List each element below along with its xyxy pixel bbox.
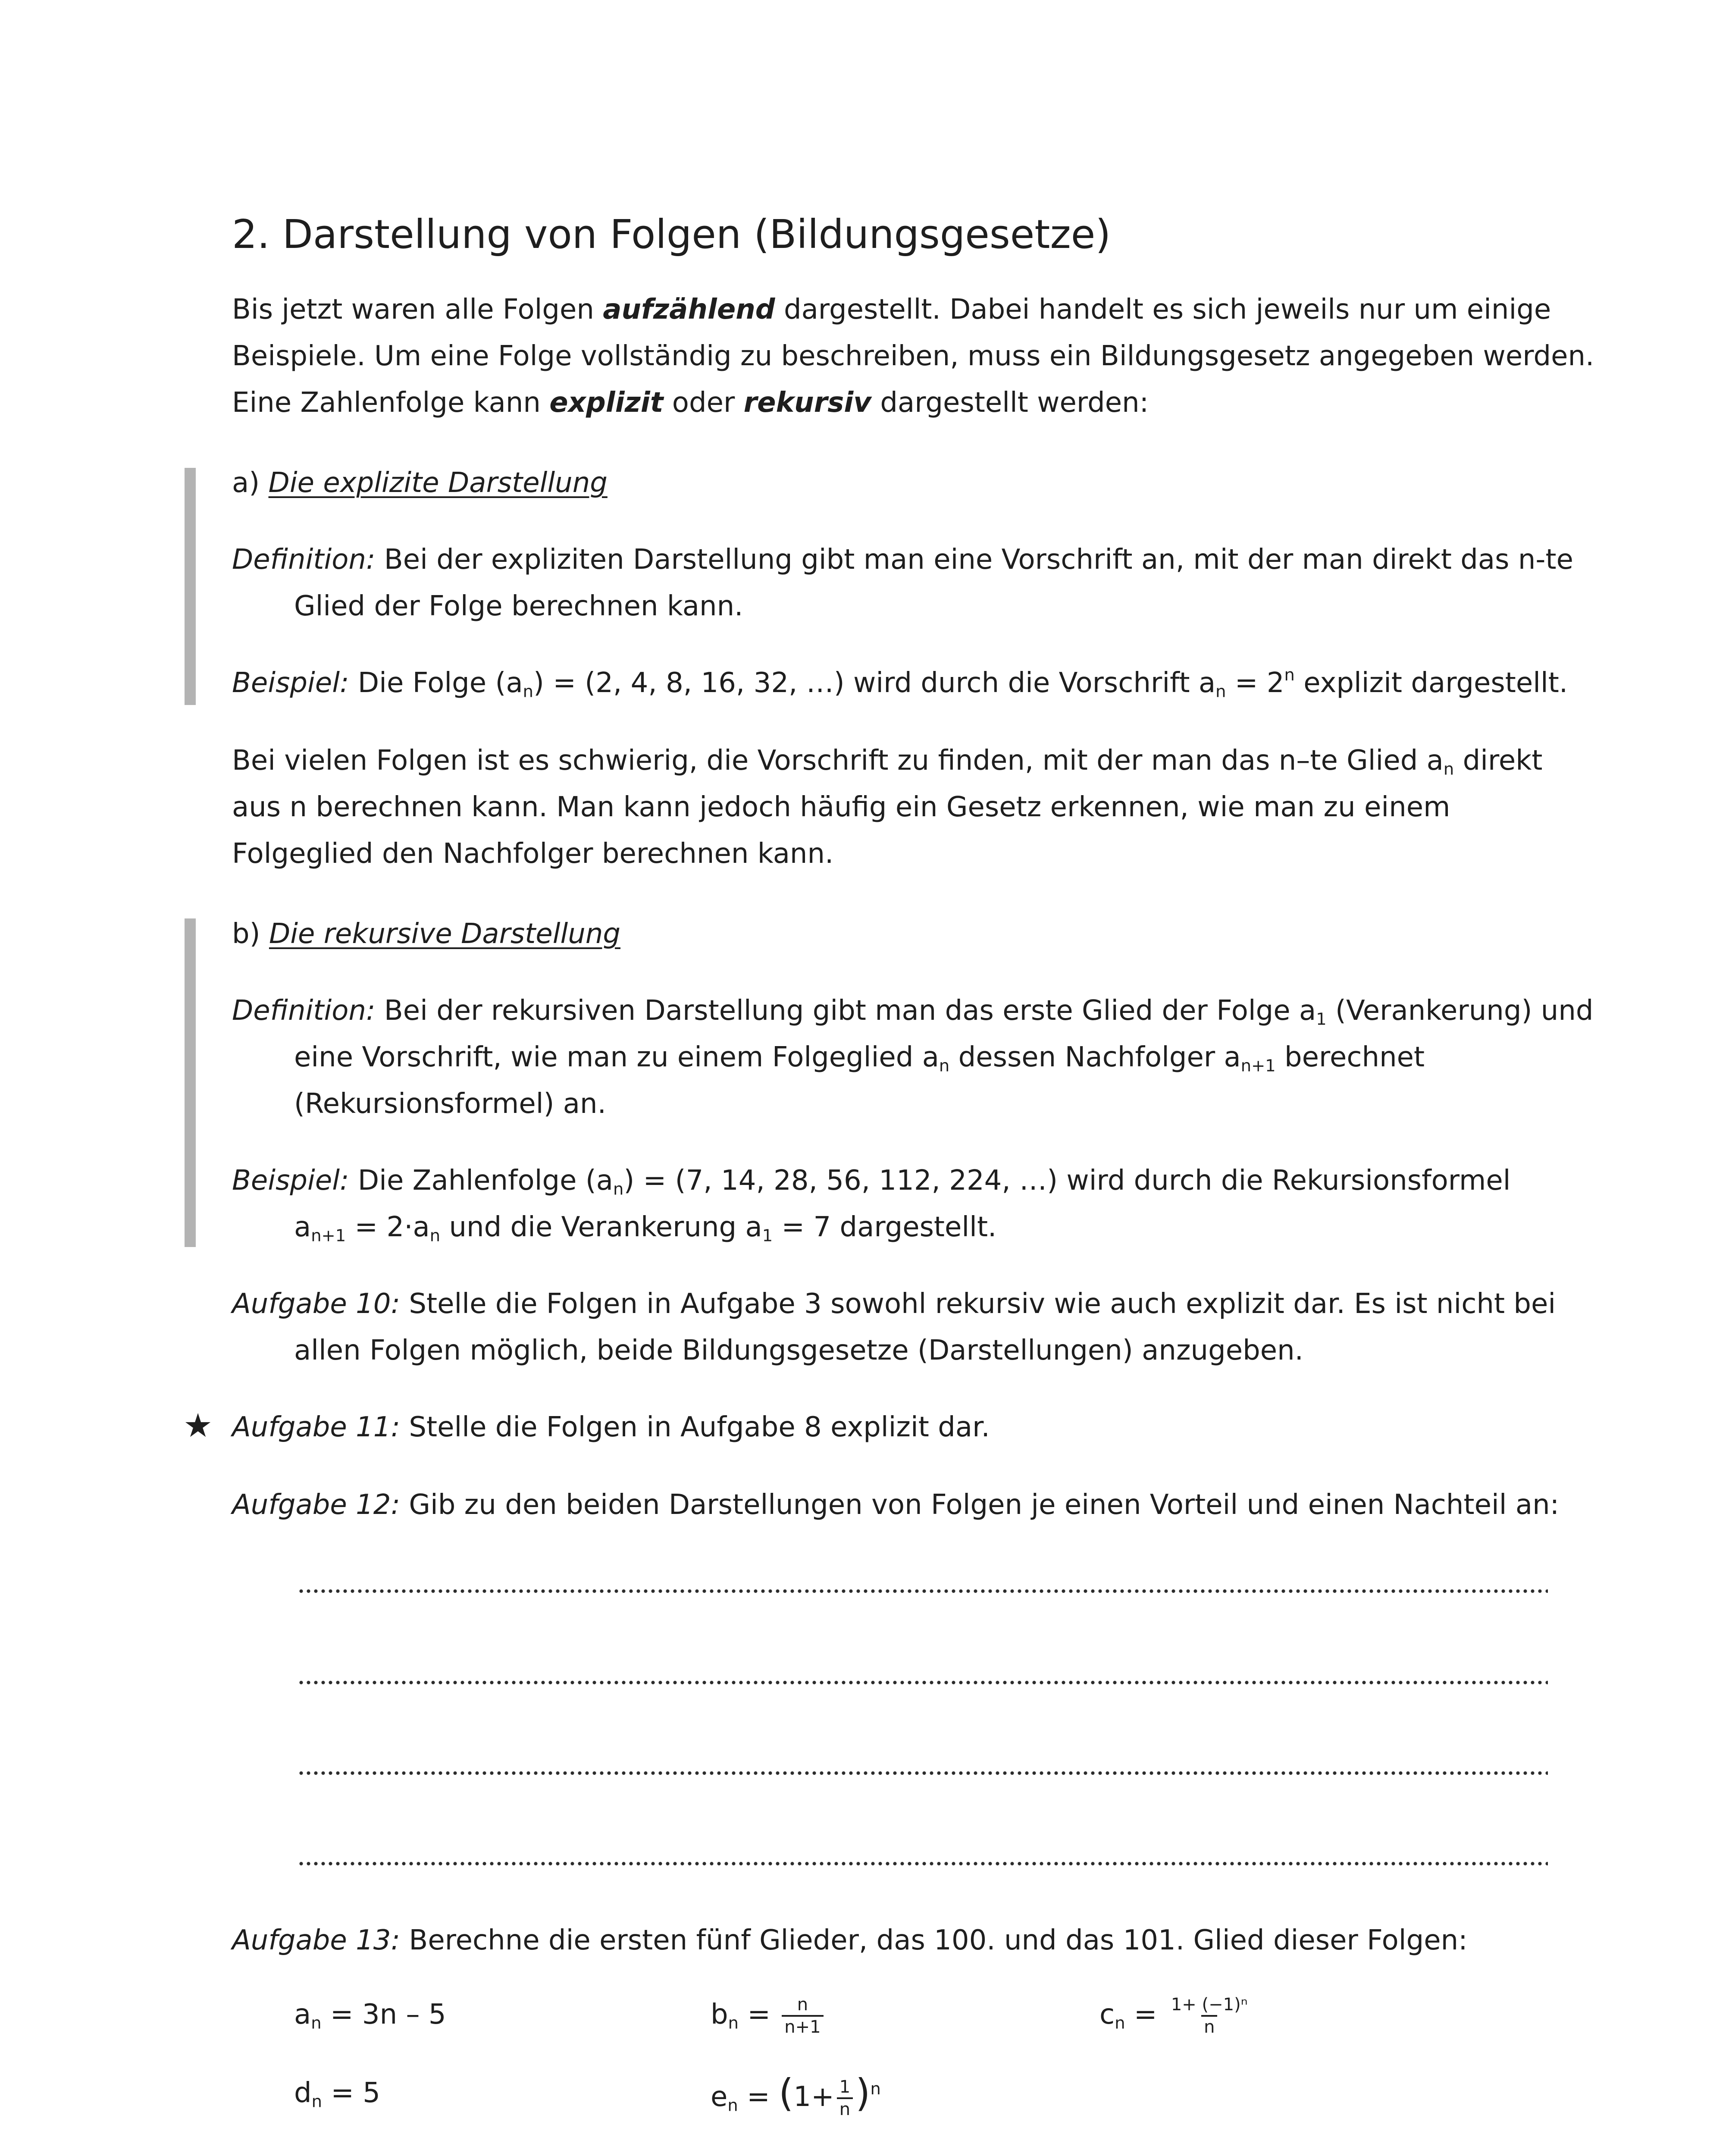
example-label: Beispiel: [232, 667, 349, 699]
example-text: ) = (7, 14, 28, 56, 112, 224, …) wird durch die Rekursionsformel [623, 1165, 1511, 1197]
answer-line-4[interactable] [298, 1861, 1548, 1866]
definition-text: (Verankerung) und [1326, 995, 1594, 1027]
paren: ( [779, 2071, 794, 2115]
formula-text: = 5 [322, 2077, 380, 2109]
bridge-line-2: aus n berechnen kann. Man kann jedoch häufig ein Gesetz erkennen, wie man zu einem [232, 791, 1450, 823]
example-text: = 2·a [346, 1211, 430, 1243]
subscript: n [939, 1056, 950, 1076]
intro-text: dargestellt. Dabei handelt es sich jeweils nur um einige [775, 294, 1551, 326]
task-label: Aufgabe 10: [232, 1288, 401, 1320]
formula-a [294, 1991, 446, 2038]
bridge-line-3: Folgeglied den Nachfolger berechnen kann. [232, 838, 834, 870]
term-rekursiv: rekursiv [743, 387, 871, 419]
definition-text: Bei der rekursiven Darstellung gibt man das erste Glied der Folge a [375, 995, 1316, 1027]
denominator: n [1201, 2015, 1217, 2037]
recursive-definition-line-3: (Rekursionsformel) an. [294, 1088, 606, 1120]
formula-text: = [1125, 1999, 1166, 2031]
formula-text: 1+ [793, 2081, 834, 2113]
formula-text: = [738, 2081, 779, 2113]
fraction [1168, 1994, 1250, 2037]
task13 [232, 1917, 1468, 1964]
star-icon: ★ [183, 1406, 213, 1445]
intro-text: Eine Zahlenfolge kann [232, 387, 550, 419]
subscript: n [523, 682, 533, 702]
formula-b [711, 1991, 826, 2038]
subscript: n [613, 1179, 624, 1199]
example-text: Die Zahlenfolge (a [349, 1165, 613, 1197]
intro-text: oder [663, 387, 744, 419]
formula-text: d [294, 2077, 312, 2109]
recursive-label: b) [232, 918, 269, 950]
formula-text: e [711, 2081, 728, 2113]
definition-label: Definition: [232, 995, 376, 1027]
formula-text: b [711, 1999, 728, 2031]
intro-line-3 [232, 379, 1149, 426]
definition-label: Definition: [232, 544, 376, 576]
subscript: n [311, 2092, 322, 2112]
section-heading: 2. Darstellung von Folgen (Bildungsgesetze) [232, 211, 1111, 257]
subscript: 1 [1316, 1009, 1327, 1029]
bridge-text: Bei vielen Folgen ist es schwierig, die Vorschrift zu finden, mit der man das n–te Glied a [232, 745, 1444, 777]
numerator: 1 [839, 2077, 851, 2097]
superscript: n [870, 2079, 881, 2099]
definition-text: dessen Nachfolger a [949, 1041, 1241, 1073]
definition-text: berechnet [1275, 1041, 1425, 1073]
subscript: n [429, 1226, 441, 1246]
recursive-section-bar [185, 918, 196, 1247]
recursive-definition-line-2 [294, 1034, 1425, 1081]
explicit-example [232, 660, 1568, 706]
numerator: n [797, 1995, 808, 2015]
recursive-example-line-1 [232, 1157, 1510, 1204]
example-text: und die Verankerung a [440, 1211, 762, 1243]
answer-line-1[interactable] [298, 1589, 1548, 1594]
answer-line-3[interactable] [298, 1771, 1548, 1776]
superscript: n [1284, 665, 1295, 685]
task10-line-1 [232, 1281, 1556, 1327]
term-explizit: explizit [549, 387, 664, 419]
subscript: 1 [762, 1226, 773, 1246]
example-text: ) = (2, 4, 8, 16, 32, …) wird durch die Vorschrift a [533, 667, 1216, 699]
recursive-heading [232, 911, 620, 957]
example-text: = 2 [1226, 667, 1284, 699]
task-text: Stelle die Folgen in Aufgabe 3 sowohl rekursiv wie auch explizit dar. Es ist nicht bei [400, 1288, 1556, 1320]
subscript: n [727, 2096, 738, 2115]
subscript: n [1115, 2013, 1125, 2033]
task-label: Aufgabe 11: [232, 1411, 401, 1443]
answer-line-2[interactable] [298, 1680, 1548, 1685]
denominator: n [837, 2097, 853, 2120]
subscript: n [728, 2013, 739, 2033]
formula-c [1099, 1991, 1253, 2038]
formula-d [294, 2070, 380, 2116]
example-text: a [294, 1211, 311, 1243]
definition-text: eine Vorschrift, wie man zu einem Folgeglied a [294, 1041, 939, 1073]
bridge-text: direkt [1454, 745, 1543, 777]
numerator: 1+ (−1)ⁿ [1171, 1995, 1248, 2015]
subscript: n [1215, 682, 1226, 702]
task-label: Aufgabe 13: [232, 1924, 401, 1956]
task-text: Gib zu den beiden Darstellungen von Folgen je einen Vorteil und einen Nachteil an: [400, 1489, 1560, 1521]
recursive-definition-line-1 [232, 987, 1594, 1034]
task-label: Aufgabe 12: [232, 1489, 401, 1521]
recursive-example-line-2 [294, 1204, 996, 1250]
explicit-definition-line-1 [232, 536, 1573, 583]
explicit-definition-line-2: Glied der Folge berechnen kann. [294, 590, 743, 622]
term-aufzaehlend: aufzählend [603, 294, 775, 326]
explicit-section-bar [185, 468, 196, 705]
intro-text: dargestellt werden: [871, 387, 1149, 419]
paren: ) [855, 2071, 871, 2115]
subscript: n+1 [1240, 1056, 1276, 1076]
intro-line-1 [232, 286, 1551, 333]
explicit-heading [232, 460, 608, 506]
task12 [232, 1482, 1559, 1528]
subscript: n [1443, 759, 1454, 779]
task-text: Stelle die Folgen in Aufgabe 8 explizit dar. [400, 1411, 990, 1443]
example-text: = 7 dargestellt. [773, 1211, 997, 1243]
explicit-label: a) [232, 467, 269, 499]
definition-text: Bei der expliziten Darstellung gibt man eine Vorschrift an, mit der man direkt das n-te [375, 544, 1573, 576]
subscript: n [311, 2013, 322, 2033]
example-text: Die Folge (a [349, 667, 523, 699]
fraction [837, 2077, 853, 2120]
task11 [232, 1404, 990, 1451]
task-text: Berechne die ersten fünf Glieder, das 100. und das 101. Glied dieser Folgen: [400, 1924, 1468, 1956]
fraction [782, 1994, 823, 2037]
bridge-line-1 [232, 737, 1542, 784]
explicit-title: Die explizite Darstellung [268, 467, 608, 499]
formula-text: a [294, 1999, 311, 2031]
formula-text: = 3n – 5 [321, 1999, 446, 2031]
denominator: n+1 [782, 2015, 823, 2037]
example-label: Beispiel: [232, 1165, 349, 1197]
formula-text: = [738, 1999, 780, 2031]
formula-text: c [1099, 1999, 1115, 2031]
task10-line-2: allen Folgen möglich, beide Bildungsgesetze (Darstellungen) anzugeben. [294, 1335, 1303, 1366]
intro-text: Bis jetzt waren alle Folgen [232, 294, 603, 326]
recursive-title: Die rekursive Darstellung [269, 918, 620, 950]
formula-e [711, 2070, 881, 2120]
subscript: n+1 [311, 1226, 346, 1246]
intro-line-2: Beispiele. Um eine Folge vollständig zu beschreiben, muss ein Bildungsgesetz angegeben werden. [232, 340, 1594, 372]
example-text: explizit dargestellt. [1294, 667, 1568, 699]
